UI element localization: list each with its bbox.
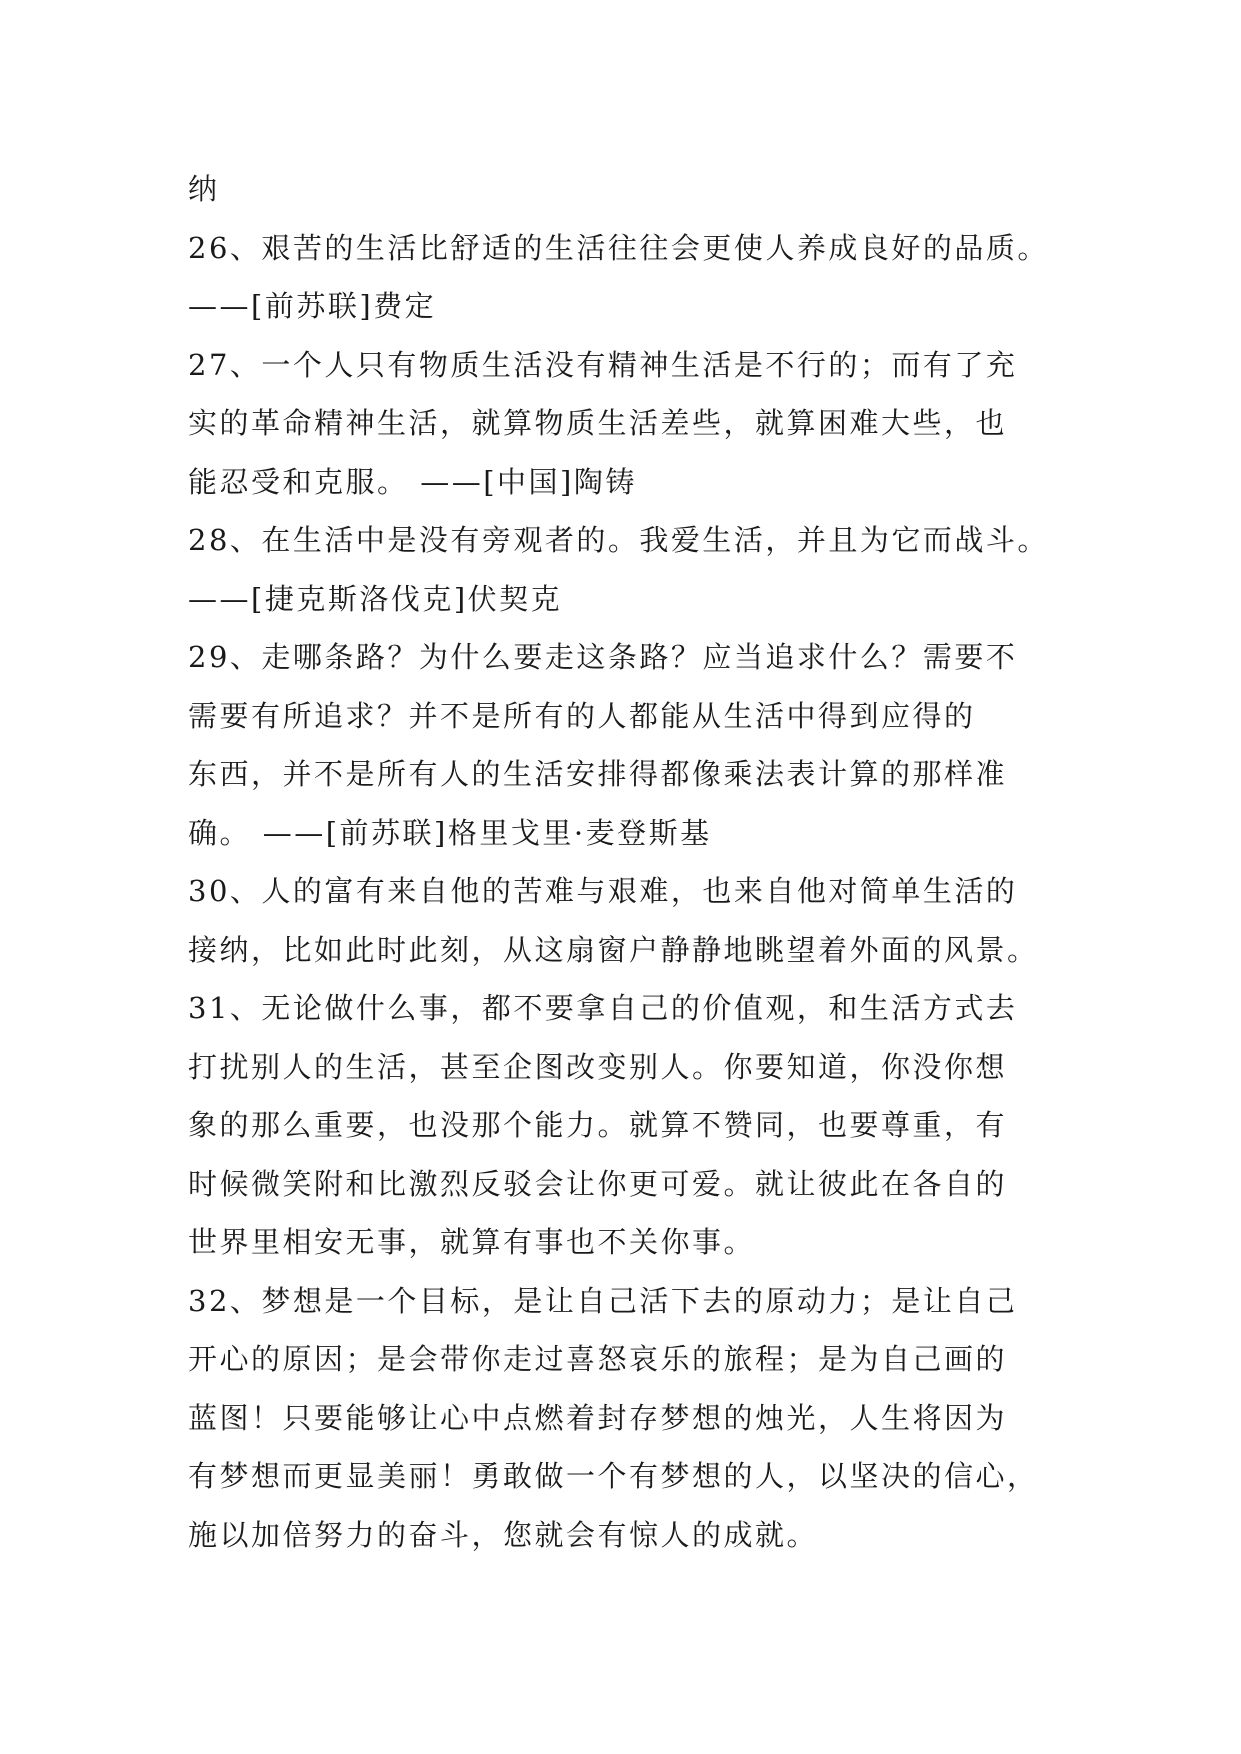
text-line: 世界里相安无事，就算有事也不关你事。 <box>188 1225 756 1259</box>
text-line: 蓝图！只要能够让心中点燃着封存梦想的烛光，人生将因为 <box>188 1400 1008 1435</box>
text-line: 29、走哪条路？为什么要走这条路？应当追求什么？需要不 <box>188 640 1018 674</box>
text-line: 能忍受和克服。 ——[中国]陶铸 <box>188 464 637 499</box>
text-line: 施以加倍努力的奋斗，您就会有惊人的成就。 <box>188 1517 819 1552</box>
text-line: 26、艰苦的生活比舒适的生活往往会更使人养成良好的品质。 <box>188 230 1049 265</box>
text-line: 27、一个人只有物质生活没有精神生活是不行的；而有了充 <box>188 347 1018 382</box>
text-line: 象的那么重要，也没那个能力。就算不赞同，也要尊重，有 <box>188 1108 1008 1142</box>
text-line: 有梦想而更显美丽！勇敢做一个有梦想的人，以坚决的信心， <box>188 1459 1039 1493</box>
text-line: 28、在生活中是没有旁观者的。我爱生活，并且为它而战斗。 <box>188 523 1049 557</box>
text-line: 实的革命精神生活，就算物质生活差些，就算困难大些，也 <box>188 406 1008 440</box>
text-line: 30、人的富有来自他的苦难与艰难，也来自他对简单生活的 <box>188 874 1018 908</box>
text-line: 打扰别人的生活，甚至企图改变别人。你要知道，你没你想 <box>188 1049 1008 1084</box>
text-line: 时候微笑附和比激烈反驳会让你更可爱。就让彼此在各自的 <box>188 1166 1008 1201</box>
text-line: 31、无论做什么事，都不要拿自己的价值观，和生活方式去 <box>188 991 1018 1025</box>
text-line: 32、梦想是一个目标，是让自己活下去的原动力；是让自己 <box>188 1283 1018 1318</box>
text-line: 确。 ——[前苏联]格里戈里·麦登斯基 <box>188 815 712 850</box>
document-body <box>188 160 1128 1564</box>
text-line: ——[捷克斯洛伐克]伏契克 <box>188 581 563 616</box>
text-line: 需要有所追求？并不是所有的人都能从生活中得到应得的 <box>188 698 976 733</box>
text-line: 纳 <box>188 172 220 206</box>
text-line: 东西，并不是所有人的生活安排得都像乘法表计算的那样准 <box>188 757 1008 791</box>
text-line: ——[前苏联]费定 <box>188 289 437 323</box>
text-line: 接纳，比如此时此刻，从这扇窗户静静地眺望着外面的风景。 <box>188 932 1039 967</box>
text-line: 开心的原因；是会带你走过喜怒哀乐的旅程；是为自己画的 <box>188 1342 1008 1376</box>
